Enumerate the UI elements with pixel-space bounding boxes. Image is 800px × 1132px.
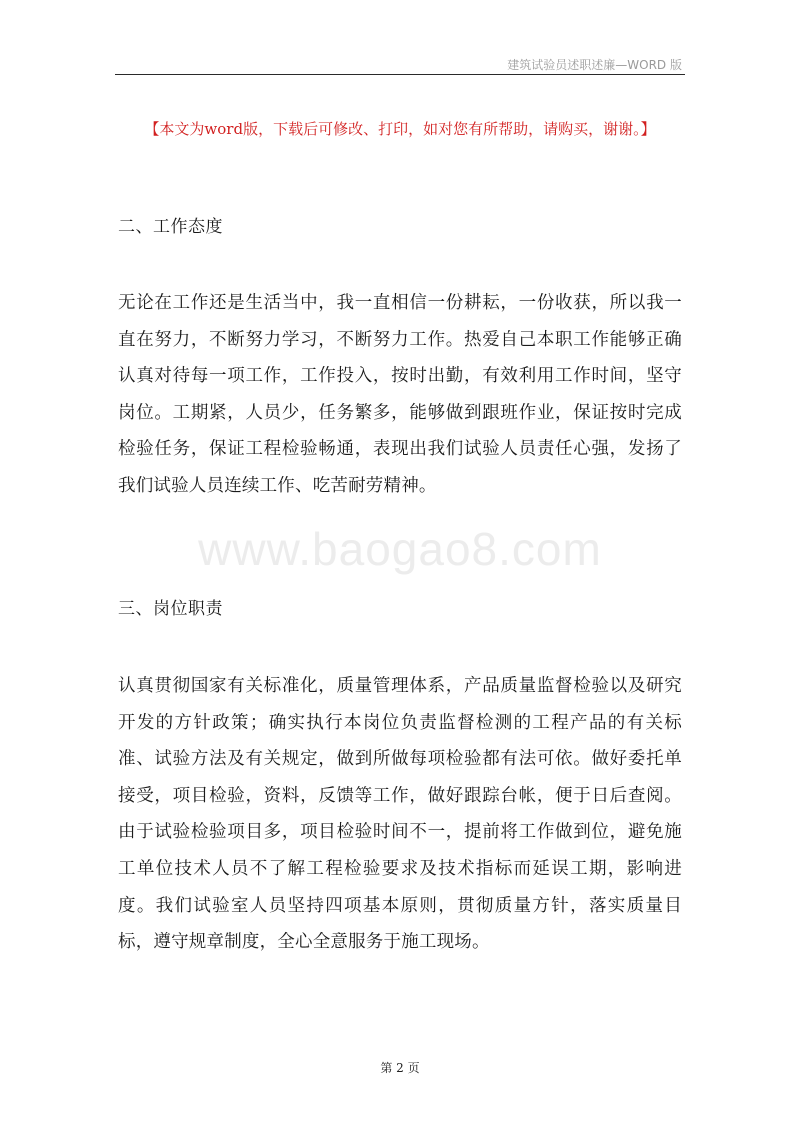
watermark: www.baogao8.com [198,523,602,575]
section-heading-work-attitude: 二、工作态度 [118,217,223,237]
paragraph-job-duties: 认真贯彻国家有关标准化，质量管理体系，产品质量监督检验以及研究开发的方针政策；确实执行本岗位负责监督检测的工程产品的有关标准、试验方法及有关规定，做到所做每项检验都有法可依。做好委托单接受，项目检验，资料，反馈等工作，做好跟踪台帐，便于日后查阅。由于试验检验项目多，项目检验时间不一，提前将工作做到位，避免施工单位技术人员不了解工程检验要求及技术指标而延误工期，影响进度。我们试验室人员坚持四项基本原则，贯彻质量方针，落实质量目标，遵守规章制度，全心全意服务于施工现场。 [118,676,682,953]
section-heading-job-duties: 三、岗位职责 [118,599,223,619]
document-header-title: 建筑试验员述职述廉—WORD 版 [507,58,682,72]
page-number: 第 2 页 [380,1061,420,1075]
paragraph-work-attitude: 无论在工作还是生活当中，我一直相信一份耕耘，一份收获，所以我一直在努力，不断努力学习，不断努力工作。热爱自己本职工作能够正确认真对待每一项工作，工作投入，按时出勤，有效利用工作时间，坚守岗位。工期紧，人员少，任务繁多，能够做到跟班作业，保证按时完成检验任务，保证工程检验畅通，表现出我们试验人员责任心强，发扬了我们试验人员连续工作、吃苦耐劳精神。 [118,293,682,496]
header-divider [115,74,685,75]
download-notice: 【本文为word版，下载后可修改、打印，如对您有所帮助，请购买，谢谢。】 [144,120,656,138]
